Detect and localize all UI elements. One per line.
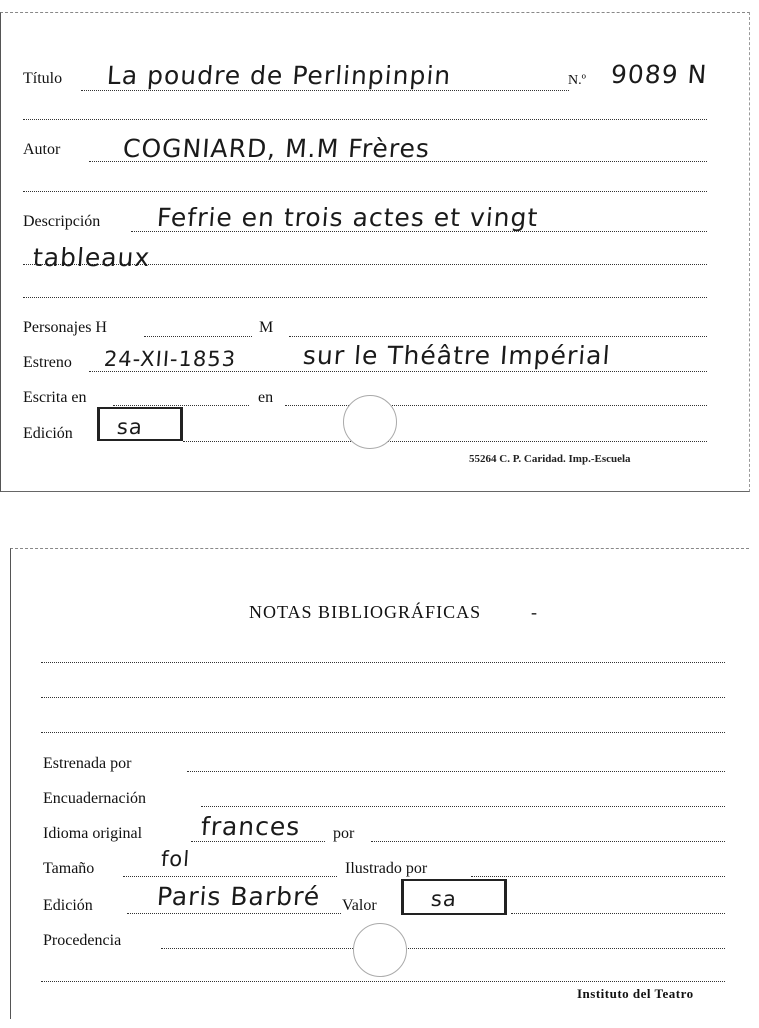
punch-hole <box>343 395 397 449</box>
descripcion-label: Descripción <box>23 213 101 230</box>
estreno-place: sur le Théâtre Impérial <box>301 341 612 370</box>
procedencia-line <box>161 948 725 949</box>
autor-value: COGNIARD, M.M Frères <box>121 134 432 163</box>
tamano-label: Tamaño <box>43 860 95 877</box>
tamano-value: fol <box>160 847 191 871</box>
valor-value: sa <box>430 887 458 911</box>
catalog-card-front <box>0 12 750 492</box>
notas-heading: NOTAS BIBLIOGRÁFICAS <box>249 602 482 622</box>
edicion-line <box>127 913 341 914</box>
estrenada-label: Estrenada por <box>43 755 132 772</box>
personajes-h-line <box>144 336 252 337</box>
edicion-value: Paris Barbré <box>155 882 322 911</box>
escrita-en-label: en <box>258 389 274 406</box>
notas-line <box>41 697 725 698</box>
autor-label: Autor <box>23 141 61 158</box>
blank-line <box>23 297 707 298</box>
idioma-value: frances <box>199 812 302 841</box>
idioma-line <box>191 841 325 842</box>
escrita-label: Escrita en <box>23 389 87 406</box>
notas-heading-trail: - <box>531 602 538 622</box>
idioma-por-line <box>371 841 725 842</box>
catalog-card-back <box>10 548 749 1019</box>
ilustrado-label: Ilustrado por <box>345 860 428 877</box>
personajes-m-line <box>289 336 707 337</box>
notas-line <box>41 662 725 663</box>
valor-line <box>511 913 725 914</box>
estreno-date: 24-XII-1853 <box>103 347 237 371</box>
titulo-value: La poudre de Perlinpinpin <box>105 61 453 90</box>
titulo-line <box>81 90 569 91</box>
blank-line <box>41 981 725 982</box>
edicion-label: Edición <box>43 897 93 914</box>
descripcion-value-2: tableaux <box>31 243 152 272</box>
descripcion-value-1: Fefrie en trois actes et vingt <box>155 203 540 232</box>
edicion-line <box>183 441 707 442</box>
escrita-line <box>113 405 249 406</box>
valor-label: Valor <box>342 897 377 914</box>
edicion-label: Edición <box>23 425 73 442</box>
titulo-label: Título <box>23 70 63 87</box>
blank-line <box>23 119 707 120</box>
estrenada-line <box>187 771 725 772</box>
idioma-label: Idioma original <box>43 825 143 842</box>
edicion-value: sa <box>116 415 144 439</box>
ilustrado-line <box>471 876 725 877</box>
encuadernacion-label: Encuadernación <box>43 790 147 807</box>
procedencia-label: Procedencia <box>43 932 122 949</box>
numero-value: 9089 N <box>609 60 709 89</box>
estreno-label: Estreno <box>23 354 72 371</box>
estreno-line <box>89 371 707 372</box>
punch-hole <box>353 923 407 977</box>
printer-note: 55264 C. P. Caridad. Imp.-Escuela <box>469 453 631 465</box>
personajes-label: Personajes H <box>23 319 107 336</box>
tamano-line <box>123 876 337 877</box>
encuadernacion-line <box>201 806 725 807</box>
blank-line <box>23 191 707 192</box>
institution-footer: Instituto del Teatro <box>577 986 694 1001</box>
idioma-por-label: por <box>333 825 355 842</box>
numero-label: N.º <box>568 73 586 88</box>
personajes-m-label: M <box>259 319 274 336</box>
notas-line <box>41 732 725 733</box>
